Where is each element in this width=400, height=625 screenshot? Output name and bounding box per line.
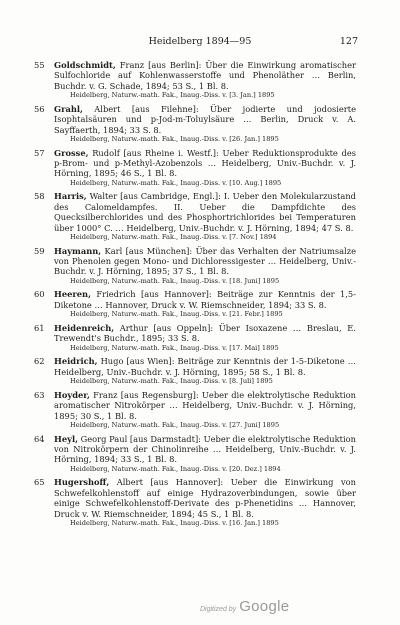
entry-text: Franz [aus Regensburg]: Ueber die elektrolytische Reduktion aromatischer Nitrokörper … Heidelberg, Univ.-Buchdr. v. J. Hörning, 1895; 30 S., 1 Bl. 8. [54,389,356,421]
entry-text: Arthur [aus Oppeln]: Über Isoxazene … Breslau, E. Trewendt's Buchdr., 1895; 33 S. 8. [54,322,356,344]
entry-text: Albert [aus Hannover]: Ueber die Einwirkung von Schwefelkohlenstoff auf einige Hydrazoverbindungen, sowie über einige Schwefelkohlenstoff-Derivate des p-Phenetidins … Hannover, Druck v. W. Riemschneider, 1894; 45 S., 1 Bl. 8. [54,477,356,519]
running-title: Heidelberg 1894—95 [148,36,252,47]
entry-number: 55 [34,60,45,70]
entry-dissertation-note: Heidelberg, Naturw.-math. Fak., Inaug.-Diss. v. [10. Aug.] 1895 [70,178,282,187]
entry-body [54,356,356,386]
list-item [34,477,356,528]
entry-number: 62 [34,356,45,367]
entry-text: Albert [aus Filehne]: Über jodierte und jodosierte Isophtalsäuren und p-Jod-m-Toluylsäure … Berlin, Druck v. A. Sayffaerth, 1894; 33 S. 8. [54,103,356,135]
digitized-by-label: Digitized by [200,606,237,613]
entry-dissertation-note: Heidelberg, Naturw.-math. Fak., Inaug.-Diss. v. [7. Nov.] 1894 [70,233,277,242]
entry-number: 58 [34,191,45,202]
entry-text: Friedrich [aus Hannover]: Beiträge zur Kenntnis der 1,5-Diketone … Hannover, Druck v. W. Riemschneider, 1894; 33 S. 8. [54,289,356,310]
google-watermark [200,598,289,616]
entry-author: Grosse, [54,147,89,158]
list-item [34,323,356,353]
entry-dissertation-note: Heidelberg, Naturw.-math. Fak., Inaug.-Diss. v. [17. Mai] 1895 [70,343,279,352]
entry-dissertation-note: Heidelberg, Naturw.-math. Fak., Inaug.-Diss. v. [8. Juli] 1895 [70,377,273,386]
entry-dissertation-note: Heidelberg, Naturw.-math. Fak., Inaug.-Diss. v. [21. Febr.] 1895 [70,310,283,319]
entry-body [54,60,356,100]
entry-dissertation-note: Heidelberg, Naturw.-math. Fak., Inaug.-Diss. v. [16. Jan.] 1895 [70,518,279,527]
list-item [34,289,356,319]
list-item [34,148,356,188]
entry-number: 63 [34,389,45,400]
entry-number: 61 [34,322,45,333]
entry-number: 64 [34,433,45,444]
list-item [34,60,356,100]
entry-author: Heeren, [54,289,91,300]
entry-dissertation-note: Heidelberg, Naturw.-math. Fak., Inaug.-Diss. v. [27. Juni] 1895 [70,420,280,429]
entry-dissertation-note: Heidelberg, Naturw.-math. Fak., Inaug.-Diss. v. [3. Jan.] 1895 [70,91,275,100]
list-item [34,434,356,474]
entry-author: Heyl, [54,433,78,444]
entry-author: Goldschmidt, [54,60,116,70]
entry-body [54,104,356,144]
entry-body [54,477,356,528]
entry-number: 56 [34,103,45,114]
list-item [34,390,356,430]
entry-number: 65 [34,477,45,488]
entry-text: Walter [aus Cambridge, Engl.]: I. Ueber den Molekularzustand des Calomeldampfes. II. Ueber die Dampfdichte des Quecksilberchlorides und des Phosphortrichlorides bei Temperaturen über 1000° C. … Heidelberg, Univ.-Buchdr. v. J. Hörning, 1894; 47 S. 8. [54,191,356,233]
entry-number: 59 [34,245,45,256]
entry-dissertation-note: Heidelberg, Naturw.-math. Fak., Inaug.-Diss. v. [26. Jan.] 1895 [70,135,279,144]
entry-dissertation-note: Heidelberg, Naturw.-math. Fak., Inaug.-Diss. v. [20. Dez.] 1894 [70,464,281,473]
list-item [34,356,356,386]
entry-list [34,60,356,532]
list-item [34,191,356,242]
page-number: 127 [339,36,358,47]
entry-author: Heidenreich, [54,322,115,333]
list-item [34,246,356,286]
entry-author: Harris, [54,191,87,202]
entry-body [54,246,356,286]
entry-text: Hugo [aus Wien]: Beiträge zur Kenntnis der 1-5-Diketone … Heidelberg, Univ.-Buchdr. v. J. Hörning, 1895; 58 S., 1 Bl. 8. [54,356,356,377]
entry-author: Hoyder, [54,389,90,400]
page-header [0,36,400,50]
entry-text: Georg Paul [aus Darmstadt]: Ueber die elektrolytische Reduktion von Nitrokörpern der Chinolinreihe … Heidelberg, Univ.-Buchdr. v. J. Hörning, 1894; 33 S., 1 Bl. 8. [54,433,356,465]
entry-body [54,289,356,319]
entry-body [54,148,356,188]
entry-body [54,191,356,242]
entry-number: 57 [34,147,45,158]
entry-author: Heidrich, [54,356,98,367]
entry-author: Hugershoff, [54,477,110,488]
entry-dissertation-note: Heidelberg, Naturw.-math. Fak., Inaug.-Diss. v. [18. Juni] 1895 [70,276,280,285]
entry-body [54,390,356,430]
entry-number: 60 [34,289,45,300]
list-item [34,104,356,144]
entry-author: Haymann, [54,245,102,256]
entry-text: Franz [aus Berlin]: Über die Einwirkung aromatischer Sulfochloride auf Kohlenwasserstoffe und Phenoläther … Berlin, Buchdr. v. G. Schade, 1894; 53 S., 1 Bl. 8. [54,60,356,91]
entry-body [54,323,356,353]
entry-text: Karl [aus München]: Über das Verhalten der Natriumsalze von Phenolen gegen Mono- und Dichloressigester … Heidelberg, Univ.-Buchdr. v. J. Hörning, 1895; 37 S., 1 Bl. 8. [54,245,356,277]
entry-body [54,434,356,474]
entry-author: Grahl, [54,103,83,114]
entry-text: Rudolf [aus Rheine i. Westf.]: Ueber Reduktionsprodukte des p-Brom- und p-Methyl-Azobenzols … Heidelberg, Univ.-Buchdr. v. J. Hörning, 1895; 46 S., 1 Bl. 8. [54,147,356,179]
google-logo: Google [239,598,290,615]
